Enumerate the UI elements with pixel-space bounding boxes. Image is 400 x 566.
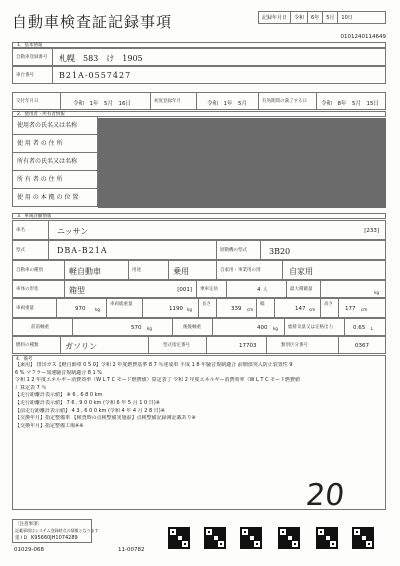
gross-value: 1190 (169, 306, 183, 312)
redaction-block (98, 118, 386, 208)
maker-label: 車名 (16, 228, 25, 233)
qr-code-icon (240, 527, 262, 549)
section-vehicle-header: 3．車両詳細情報 (12, 213, 386, 219)
section-user-header: 2．使用者・所有者情報 (12, 111, 386, 117)
chassis-label: 車台番号 (16, 73, 34, 78)
remarks-line: 【走行距離計表示値】 ※ 6 , 6 8 0 km (15, 392, 103, 399)
maker-value: ニッサン (57, 227, 89, 236)
width-label: 幅 (260, 302, 265, 307)
user-address-label: 使 用 者 の 住 所 (12, 135, 98, 153)
rear-axle-value: 400 (257, 325, 268, 331)
use-label: 用途 (132, 268, 141, 273)
fuel-value: ガソリン (65, 342, 97, 351)
class-value: 0367 (355, 343, 369, 349)
remarks-line: 【前走行距離計表示値】 4 3 , 6 0 0 km (令和 4 年 4 月 2 8 日)※ (15, 407, 165, 414)
remarks-line: 【交換年月】指定整備工場※※ (15, 422, 84, 429)
capacity-label: 乗車定員 (200, 287, 218, 292)
use-value: 乗用 (173, 267, 189, 276)
document-title: 自動車検査証記録事項 (12, 13, 173, 31)
owner-name-label: 所有者の氏名又は名称 (12, 153, 98, 171)
issue-date-value: 令和 1年 5月 16日 (73, 101, 131, 107)
body-row (12, 280, 386, 298)
handwritten-number: 20 (304, 478, 347, 513)
width-unit: cm (309, 307, 316, 312)
axle-row (12, 318, 386, 336)
length-unit: cm (247, 307, 254, 312)
remarks-line: 【走行距離計表示値】 7 6 , 9 0 0 km (令和 6 年 5 月 1 0 日)※ (15, 399, 160, 406)
displacement-value: 0.65 (353, 325, 366, 331)
qr-code-icon (352, 527, 374, 549)
length-value: 339 (231, 306, 242, 312)
notice-text: 記載事項はシステム登録時点の情報となります (15, 528, 99, 533)
maxload-unit: kg (374, 290, 379, 295)
record-date-era: 令和 (291, 12, 308, 23)
displacement-label: 総排気量又は定格出力 (288, 325, 333, 330)
registration-row (12, 48, 386, 66)
length-label: 長さ (202, 302, 211, 307)
weight-label: 車両重量 (16, 306, 34, 311)
body-label: 車体の形状 (16, 287, 39, 292)
capacity-unit: 人 (263, 288, 268, 293)
front-axle-unit: kg (147, 326, 152, 331)
remarks-line: 6 % マフラー加速騒音規制適合 8 1 % (15, 369, 102, 376)
form-code-right: 11-00782 (118, 547, 145, 553)
owner-address-label: 所 有 者 の 住 所 (12, 171, 98, 189)
private-value: 自家用 (289, 267, 313, 276)
model-row (12, 240, 386, 260)
qr-code-icon (316, 527, 338, 549)
private-label: 自家用・事業用の別 (220, 268, 261, 273)
rear-axle-unit: kg (273, 326, 278, 331)
remarks-line: ）算定表 7 ％ (15, 384, 47, 391)
gross-label: 車両総重量 (110, 302, 133, 307)
height-label: 高さ (324, 302, 333, 307)
section-remarks-header: 4．備考 (16, 357, 33, 362)
section-basic-header: 1．基本情報 (12, 42, 386, 48)
chassis-row (12, 66, 386, 84)
front-axle-label: 前前軸重 (31, 325, 49, 330)
displacement-unit: L (371, 326, 374, 331)
capacity-value: 4 (257, 287, 261, 293)
maker-code: [233] (364, 228, 379, 234)
record-date-box (258, 11, 386, 24)
fuel-label: 燃料の種類 (16, 343, 39, 348)
user-name-label: 使用者の氏名又は名称 (12, 117, 98, 135)
qr-code-icon (278, 527, 300, 549)
qr-code-icon (168, 527, 190, 549)
weight-value: 970 (75, 306, 86, 312)
registration-value: 札幌 583 け 1905 (59, 54, 143, 63)
issue-date-label: 交付年月日 (16, 99, 39, 104)
id-value: K95660JH1074289 (31, 535, 78, 541)
expiry-value: 令和 8年 5月 15日 (321, 101, 379, 107)
record-date-day: 10日 (341, 15, 353, 21)
vehicle-type-label: 自動車の種別 (16, 268, 43, 273)
maxload-label: 最大積載量 (290, 287, 313, 292)
weight-unit: kg (95, 307, 100, 312)
qr-code-icon (204, 527, 226, 549)
remarks-line: 【乗用】 排出ガス【軽自動車 0 5 0】令和 2 年度燃費基準 8 7 ％達成車 平成 1 8 年騒音規制適合 前側部突入防止装置性 9 (15, 362, 293, 368)
body-value: 箱型 (69, 286, 85, 295)
model-value: DBA-B21A (57, 246, 108, 255)
base-location-label: 使 用 の 本 拠 の 位 置 (12, 189, 98, 207)
body-code: [001] (177, 287, 192, 293)
record-date-month: 5月 (323, 12, 338, 23)
designation-value: 17703 (239, 343, 257, 349)
height-value: 177 (345, 306, 356, 312)
height-unit: cm (361, 307, 368, 312)
record-date-year: 6年 (308, 12, 323, 23)
class-label: 類別区分番号 (281, 343, 308, 348)
remarks-line: 【交換年月】指定整備車 【検査時の点検整備実施前】点検整備記録簿記載あり※ (15, 415, 196, 422)
engine-value: 3B20 (269, 247, 291, 256)
fuel-row (12, 336, 386, 354)
width-value: 147 (295, 306, 306, 312)
gross-unit: kg (187, 307, 192, 312)
expiry-label: 有効期間の満了する日 (262, 99, 307, 104)
id-label: 電 I D (15, 536, 28, 541)
weight-row (12, 298, 386, 318)
document-number: 0101240114649 (340, 34, 386, 40)
record-date-label: 記録年月日 (259, 12, 291, 23)
first-reg-value: 令和 1年 5月 (207, 101, 247, 107)
notice-box (12, 519, 99, 543)
chassis-value: B21A-0557427 (59, 71, 132, 80)
form-code-left: 01029-068 (14, 547, 44, 553)
model-label: 型式 (16, 248, 25, 253)
notice-label: 〔注意事項〕 (15, 522, 42, 527)
engine-label: 原動機の型式 (220, 248, 247, 253)
remarks-text (15, 362, 381, 430)
first-reg-label: 初度登録年月 (154, 99, 181, 104)
front-axle-value: 570 (131, 325, 142, 331)
type-row (12, 260, 386, 280)
maker-row (12, 220, 386, 240)
vehicle-type-value: 軽自動車 (69, 267, 101, 276)
registration-label: 自動車登録番号 (16, 55, 48, 60)
dates-row (12, 92, 386, 110)
designation-label: 型式指定番号 (163, 343, 190, 348)
rear-axle-label: 後後軸重 (183, 325, 201, 330)
remarks-line: 令和 1 2 年度エネルギー消費効率（W L T C モード燃費値）算定表了 令和 2 年度エネルギー消費効率（W L T C モード燃費値 (15, 377, 300, 384)
